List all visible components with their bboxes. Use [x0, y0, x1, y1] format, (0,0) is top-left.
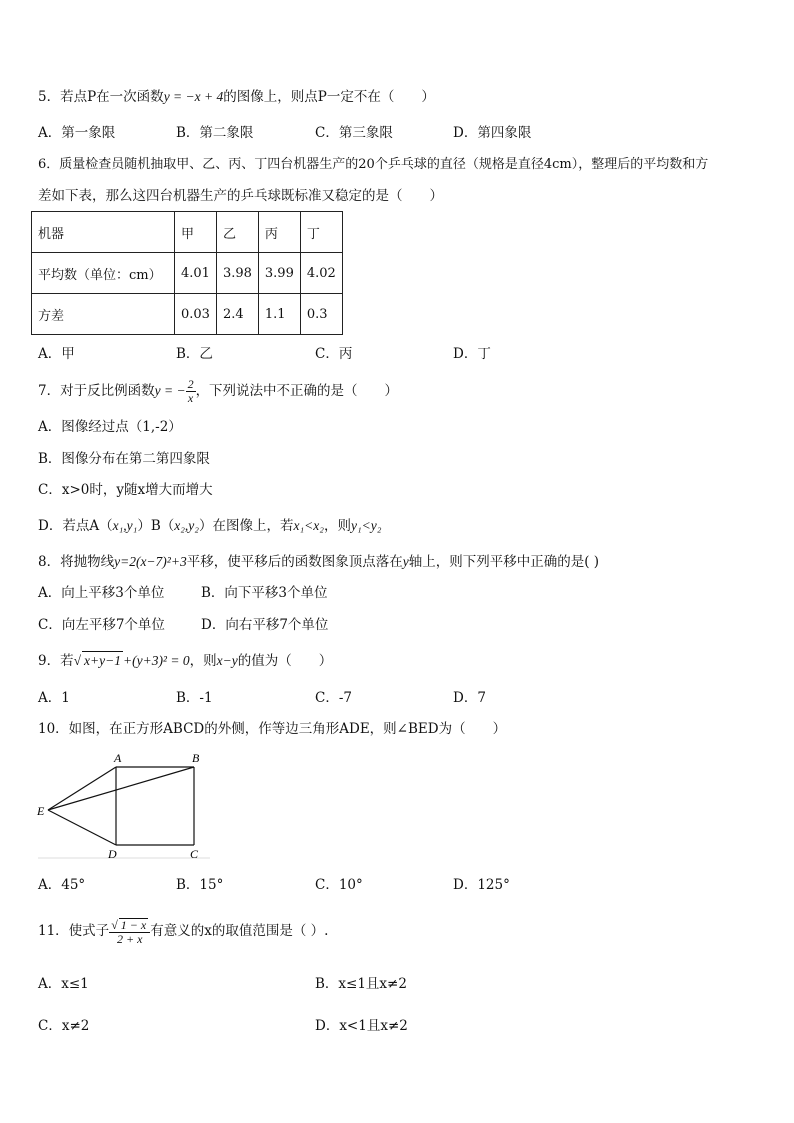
table-cell: 0.03: [175, 294, 217, 335]
q9-radicand: x+y−1: [84, 653, 121, 668]
q11-fraction-num: √ 1 − x: [109, 918, 150, 933]
q8-option-c: C．向左平移7个单位: [38, 617, 165, 633]
table-cell: 0.3: [300, 294, 342, 335]
q7-d-text-c: ）在图像上，若: [199, 518, 294, 534]
q8-stem: [38, 553, 599, 571]
q6-option-d: D．丁: [453, 346, 491, 362]
q8-formula: y=2(x−7)²+3: [114, 554, 187, 569]
q8-option-a: A．向上平移3个单位: [38, 585, 165, 601]
q9-text-b: ，则: [189, 653, 217, 669]
table-cell: 4.01: [175, 253, 217, 294]
table-cell: 3.98: [216, 253, 258, 294]
table-row: [32, 294, 343, 335]
q7-d-condition: x₁<x₂: [293, 518, 324, 533]
label-a: A: [114, 751, 122, 765]
table-cell: 平均数（单位：cm）: [32, 253, 175, 294]
q6-stem-line1: 6．质量检查员随机抽取甲、乙、丙、丁四台机器生产的20个乒乓球的直径（规格是直径4cm），整理后的平均数和方: [38, 157, 709, 172]
table-header-cell: 甲: [175, 212, 217, 253]
q11-fraction-den: 2 + x: [116, 931, 143, 946]
q8-text-b: 平移，使平移后的函数图象顶点落在: [186, 554, 403, 570]
side-ea: [48, 767, 116, 810]
table-row: [32, 212, 343, 253]
q8-option-d: D．向右平移7个单位: [201, 617, 329, 633]
q5-option-b: B．第二象限: [176, 125, 254, 141]
q7-d-point1: x₁,y₁: [112, 518, 138, 533]
table-row: [32, 253, 343, 294]
q10-figure: [34, 750, 214, 865]
q11-option-d: D．x<1且x≠2: [315, 1018, 408, 1034]
q7-d-text-b: ）B（: [137, 518, 175, 534]
table-cell: 4.02: [300, 253, 342, 294]
segment-eb: [48, 767, 194, 810]
q9-option-a: A．1: [38, 690, 70, 706]
q8-text-c: 轴上，则下列平移中正确的是( ): [408, 554, 600, 570]
q7-d-text-d: ，则: [323, 518, 351, 534]
q10-option-d: D．125°: [453, 877, 510, 893]
table-cell: 2.4: [216, 294, 258, 335]
q7-stem: [38, 372, 398, 410]
q11-radicand: 1 − x: [120, 917, 147, 932]
table-header-cell: 丁: [300, 212, 342, 253]
side-ed: [48, 810, 116, 845]
q8-text-a: 8．将抛物线: [38, 554, 115, 570]
q9-option-c: C．-7: [315, 690, 352, 706]
q10-stem: 10．如图，在正方形ABCD的外侧，作等边三角形ADE，则∠BED为（ ）: [38, 721, 507, 737]
q5-formula: y = −x + 4: [163, 89, 224, 104]
table-header-cell: 丙: [258, 212, 300, 253]
table-header-cell: 乙: [216, 212, 258, 253]
q8-option-b: B．向下平移3个单位: [201, 585, 328, 601]
q7-option-a: A．图像经过点（1,-2）: [38, 419, 182, 435]
q6-stem-line2: 差如下表，那么这四台机器生产的乒乓球既标准又稳定的是（ ）: [38, 188, 443, 204]
q9-expr: x−y: [216, 653, 238, 668]
q9-option-b: B．-1: [176, 690, 213, 706]
table-header-cell: 机器: [32, 212, 175, 253]
q11-option-c: C．x≠2: [38, 1018, 90, 1034]
table-cell: 3.99: [258, 253, 300, 294]
q7-text-a: 7．对于反比例函数: [38, 383, 155, 399]
label-d: D: [108, 847, 117, 861]
q7-d-point2: x₂,y₂: [174, 518, 199, 533]
q7-option-b: B．图像分布在第二第四象限: [38, 451, 210, 467]
table-cell: 方差: [32, 294, 175, 335]
q9-text-a: 9．若: [38, 653, 74, 669]
q9-option-d: D．7: [453, 690, 486, 706]
q5-text-a: 5．若点P在一次函数: [38, 89, 164, 105]
q5-stem: [38, 88, 435, 106]
q9-text-c: 的值为（ ）: [237, 653, 333, 669]
q6-table: [31, 211, 343, 335]
q11-text-a: 11．使式子: [38, 923, 110, 939]
q7-d-result: y₁<y₂: [350, 518, 382, 533]
q8-axis: y: [402, 554, 409, 569]
q11-option-b: B．x≤1且x≠2: [315, 976, 407, 992]
q6-option-a: A．甲: [38, 346, 75, 362]
q7-option-d: [38, 517, 381, 535]
q11-fraction: [109, 918, 150, 946]
label-b: B: [192, 751, 200, 765]
q5-text-b: 的图像上，则点P一定不在（ ）: [223, 89, 435, 105]
q5-option-d: D．第四象限: [453, 125, 532, 141]
q5-option-a: A．第一象限: [38, 125, 116, 141]
q6-option-b: B．乙: [176, 346, 213, 362]
q7-fraction-den: x: [187, 391, 194, 405]
q11-text-b: 有意义的x的取值范围是（ ）.: [150, 923, 329, 939]
q7-fraction: [186, 378, 196, 405]
label-c: C: [190, 847, 199, 861]
q9-equation: +(y+3)² = 0: [122, 653, 190, 668]
q7-fraction-num: 2: [187, 377, 194, 391]
q7-d-text-a: D．若点A（: [38, 518, 113, 534]
q11-stem: [38, 910, 328, 952]
q7-text-b: ，下列说法中不正确的是（ ）: [195, 383, 399, 399]
q9-root-sign: √: [73, 653, 82, 668]
q7-option-c: C．x>0时，y随x增大而增大: [38, 482, 213, 498]
q9-stem: [38, 651, 332, 670]
table-cell: 1.1: [258, 294, 300, 335]
q10-option-c: C．10°: [315, 877, 363, 893]
q11-option-a: A．x≤1: [38, 976, 89, 992]
q10-option-a: A．45°: [38, 877, 86, 893]
q7-lhs: y = −: [154, 383, 186, 398]
q10-option-b: B．15°: [176, 877, 224, 893]
q5-option-c: C．第三象限: [315, 125, 393, 141]
q6-option-c: C．丙: [315, 346, 353, 362]
label-e: E: [37, 804, 45, 818]
